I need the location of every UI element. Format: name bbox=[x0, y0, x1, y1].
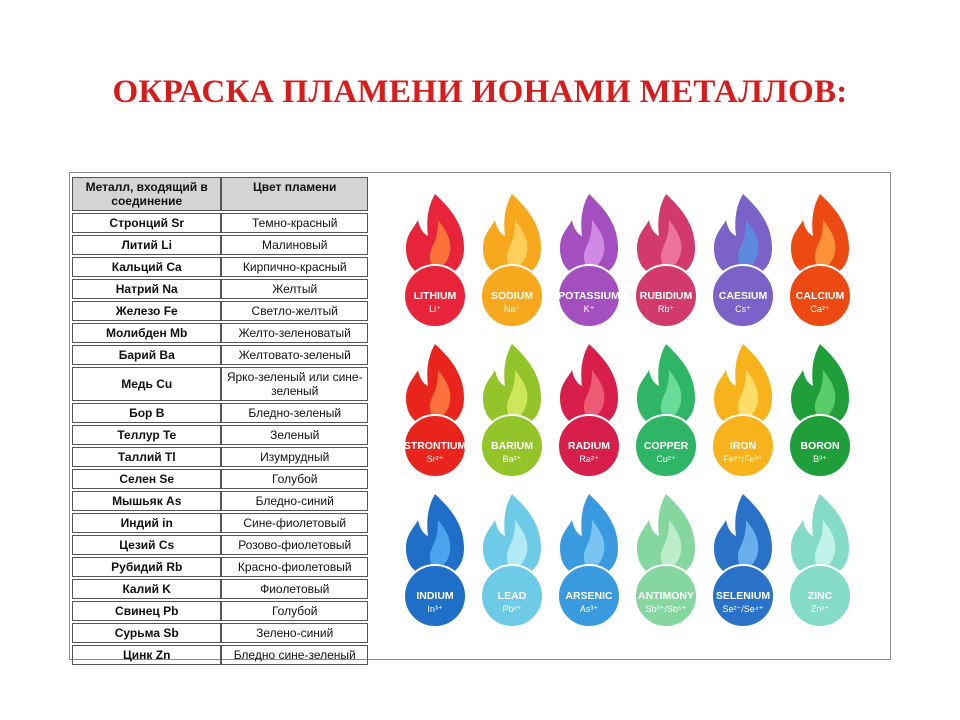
metal-cell: Рубидий Rb bbox=[72, 557, 221, 577]
table-row bbox=[72, 601, 368, 621]
metal-cell: Кальций Ca bbox=[72, 257, 221, 277]
table-row bbox=[72, 323, 368, 343]
flame-caesium bbox=[706, 190, 780, 330]
table-row bbox=[72, 425, 368, 445]
flame-color-cell: Ярко-зеленый или сине-зеленый bbox=[221, 367, 368, 401]
flame-color-cell: Желто-зеленоватый bbox=[221, 323, 368, 343]
flame-color-cell: Желтовато-зеленый bbox=[221, 345, 368, 365]
metal-cell: Свинец Pb bbox=[72, 601, 221, 621]
flame-element-name: LITHIUM bbox=[413, 290, 457, 302]
flame-ion-symbol: Sr²⁺ bbox=[426, 454, 444, 464]
flame-sodium bbox=[475, 190, 549, 330]
metal-cell: Бор B bbox=[72, 403, 221, 423]
flame-element-name: LEAD bbox=[497, 590, 527, 602]
flame-calcium bbox=[783, 190, 857, 330]
flame-color-table bbox=[72, 175, 368, 667]
metal-cell: Цинк Zn bbox=[72, 645, 221, 665]
flame-antimony bbox=[629, 490, 703, 630]
metal-cell: Селен Se bbox=[72, 469, 221, 489]
flame-element-name: INDIUM bbox=[416, 590, 454, 602]
flame-ion-symbol: Na⁺ bbox=[503, 304, 521, 314]
flame-ion-symbol: Li⁺ bbox=[429, 304, 441, 314]
flame-element-name: CAESIUM bbox=[718, 290, 768, 302]
table-header-row bbox=[72, 177, 368, 211]
flame-ion-symbol: B³⁺ bbox=[813, 454, 827, 464]
flame-color-cell: Зеленый bbox=[221, 425, 368, 445]
table-row bbox=[72, 213, 368, 233]
flame-zinc bbox=[783, 490, 857, 630]
table-row bbox=[72, 579, 368, 599]
flame-element-name: BORON bbox=[800, 440, 840, 452]
flame-potassium bbox=[552, 190, 626, 330]
table-row bbox=[72, 279, 368, 299]
flame-lithium bbox=[398, 190, 472, 330]
table-row bbox=[72, 535, 368, 555]
flame-ion-symbol: Zn²⁺ bbox=[810, 604, 830, 614]
flame-color-cell: Бледно сине-зеленый bbox=[221, 645, 368, 665]
flame-ion-symbol: Se²⁻/Se⁴⁺ bbox=[722, 604, 764, 614]
flame-selenium bbox=[706, 490, 780, 630]
table-row bbox=[72, 491, 368, 511]
flame-element-name: RADIUM bbox=[568, 440, 610, 452]
metal-cell: Медь Cu bbox=[72, 367, 221, 401]
flame-color-cell: Кирпично-красный bbox=[221, 257, 368, 277]
flame-boron bbox=[783, 340, 857, 480]
metal-cell: Теллур Te bbox=[72, 425, 221, 445]
table-row bbox=[72, 257, 368, 277]
metal-cell: Стронций Sr bbox=[72, 213, 221, 233]
flame-ion-symbol: In³⁺ bbox=[427, 604, 443, 614]
table-row bbox=[72, 403, 368, 423]
table-row bbox=[72, 447, 368, 467]
flame-color-cell: Розово-фиолетовый bbox=[221, 535, 368, 555]
flame-color-cell: Голубой bbox=[221, 601, 368, 621]
metal-cell: Железо Fe bbox=[72, 301, 221, 321]
flame-element-name: ARSENIC bbox=[565, 590, 613, 602]
flame-ion-symbol: Sb³⁺/Sb⁵⁺ bbox=[645, 604, 687, 614]
flame-ion-symbol: Ca²⁺ bbox=[810, 304, 830, 314]
flame-iron bbox=[706, 340, 780, 480]
flame-rubidium bbox=[629, 190, 703, 330]
flame-color-cell: Фиолетовый bbox=[221, 579, 368, 599]
flame-element-name: CALCIUM bbox=[795, 290, 845, 302]
metal-cell: Молибден Mb bbox=[72, 323, 221, 343]
flame-color-cell: Красно-фиолетовый bbox=[221, 557, 368, 577]
flame-color-cell: Сине-фиолетовый bbox=[221, 513, 368, 533]
flame-element-name: ZINC bbox=[807, 590, 833, 602]
flame-ion-symbol: Cu²⁺ bbox=[656, 454, 676, 464]
metal-cell: Барий Ba bbox=[72, 345, 221, 365]
flame-color-cell: Бледно-зеленый bbox=[221, 403, 368, 423]
flame-element-name: COPPER bbox=[643, 440, 689, 452]
flame-element-name: ANTIMONY bbox=[638, 590, 694, 602]
metal-cell: Цезий Cs bbox=[72, 535, 221, 555]
table-row bbox=[72, 345, 368, 365]
table-row bbox=[72, 513, 368, 533]
metal-cell: Таллий Tl bbox=[72, 447, 221, 467]
metal-cell: Натрий Na bbox=[72, 279, 221, 299]
header-metal: Металл, входящий в соединение bbox=[72, 177, 221, 211]
flame-barium bbox=[475, 340, 549, 480]
flame-ion-symbol: Ba²⁺ bbox=[502, 454, 522, 464]
flame-ion-symbol: Cs⁺ bbox=[735, 304, 751, 314]
table-row bbox=[72, 367, 368, 401]
flame-element-name: SODIUM bbox=[491, 290, 533, 302]
flame-color-cell: Малиновый bbox=[221, 235, 368, 255]
header-color: Цвет пламени bbox=[221, 177, 368, 211]
flame-strontium bbox=[398, 340, 472, 480]
flame-color-cell: Желтый bbox=[221, 279, 368, 299]
flame-element-name: POTASSIUM bbox=[558, 290, 620, 302]
page-title: ОКРАСКА ПЛАМЕНИ ИОНАМИ МЕТАЛЛОВ: bbox=[112, 74, 848, 110]
flame-color-cell: Бледно-синий bbox=[221, 491, 368, 511]
flame-element-name: RUBIDIUM bbox=[639, 290, 693, 302]
metal-cell: Сурьма Sb bbox=[72, 623, 221, 643]
table-row bbox=[72, 235, 368, 255]
flame-element-name: BARIUM bbox=[491, 440, 533, 452]
flame-color-cell: Светло-желтый bbox=[221, 301, 368, 321]
metal-cell: Литий Li bbox=[72, 235, 221, 255]
flame-copper bbox=[629, 340, 703, 480]
flame-ion-symbol: Ra²⁺ bbox=[579, 454, 599, 464]
flame-ion-symbol: K⁺ bbox=[583, 304, 595, 314]
table-row bbox=[72, 645, 368, 665]
table-row bbox=[72, 469, 368, 489]
flame-color-cell: Изумрудный bbox=[221, 447, 368, 467]
flame-lead bbox=[475, 490, 549, 630]
flame-arsenic bbox=[552, 490, 626, 630]
flame-ion-symbol: As³⁺ bbox=[579, 604, 599, 614]
flame-color-cell: Голубой bbox=[221, 469, 368, 489]
flame-indium bbox=[398, 490, 472, 630]
flame-color-cell: Зелено-синий bbox=[221, 623, 368, 643]
table-row bbox=[72, 623, 368, 643]
flame-ion-symbol: Rb⁺ bbox=[657, 304, 675, 314]
flame-element-name: IRON bbox=[729, 440, 757, 452]
flame-grid bbox=[398, 190, 878, 650]
flame-element-name: SELENIUM bbox=[715, 590, 771, 602]
metal-cell: Калий K bbox=[72, 579, 221, 599]
table-row bbox=[72, 557, 368, 577]
flame-color-cell: Темно-красный bbox=[221, 213, 368, 233]
flame-element-name: STRONTIUM bbox=[403, 440, 467, 452]
flame-radium bbox=[552, 340, 626, 480]
table-row bbox=[72, 301, 368, 321]
metal-cell: Мышьяк As bbox=[72, 491, 221, 511]
flame-ion-symbol: Pb²⁺ bbox=[502, 604, 522, 614]
flame-ion-symbol: Fe²⁺/Fe³⁺ bbox=[723, 454, 763, 464]
metal-cell: Индий in bbox=[72, 513, 221, 533]
